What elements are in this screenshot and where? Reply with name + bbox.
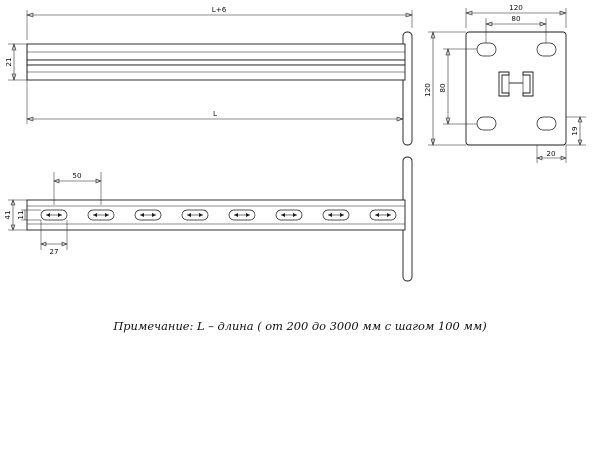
- dim-label-41: 41: [3, 210, 12, 220]
- dim-label-lplus6: L+6: [211, 5, 227, 14]
- slot: [370, 210, 396, 220]
- side-view-lower-flange: [27, 65, 405, 80]
- slot: [88, 210, 114, 220]
- dim-label-80-top: 80: [511, 14, 521, 23]
- base-plate-hole-bottom-right: [537, 117, 556, 130]
- base-plate-hole-top-right: [537, 43, 556, 56]
- slot: [182, 210, 208, 220]
- dim-label-11: 11: [16, 210, 25, 220]
- dim-label-120-side: 120: [423, 83, 432, 97]
- slot: [229, 210, 255, 220]
- slot: [276, 210, 302, 220]
- dim-label-80-side: 80: [438, 83, 447, 93]
- dim-label-50: 50: [72, 171, 82, 180]
- base-plate-hole-top-left: [477, 43, 496, 56]
- dim-label-21: 21: [4, 57, 13, 67]
- base-plate-hole-bottom-left: [477, 117, 496, 130]
- base-plate-view: [423, 3, 586, 163]
- slot: [323, 210, 349, 220]
- dim-label-19: 19: [570, 126, 579, 136]
- side-view-web: [27, 60, 405, 65]
- dim-label-20: 20: [546, 149, 556, 158]
- dim-label-27: 27: [49, 247, 59, 256]
- side-elevation-view: [4, 5, 412, 145]
- drawing-note: Примечание: L – длина ( от 200 до 3000 мм с шагом 100 мм): [113, 319, 487, 333]
- top-plan-view: [3, 157, 412, 281]
- dim-label-120-top: 120: [509, 3, 523, 12]
- dim-label-l: L: [212, 109, 218, 118]
- slot: [41, 210, 67, 220]
- slot: [135, 210, 161, 220]
